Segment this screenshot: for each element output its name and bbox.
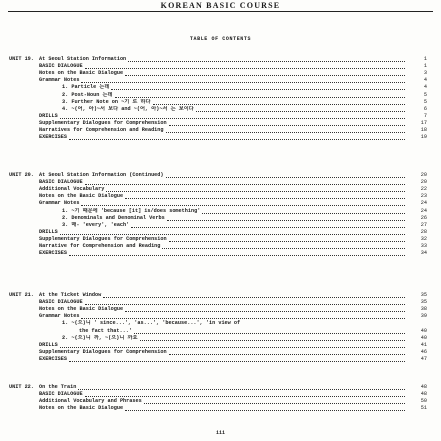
unit-label: UNIT 20. [9,172,34,178]
entry-title: Notes on the Basic Dialogue [39,70,124,77]
toc-entry [0,127,441,134]
toc-entry [0,208,441,215]
entry-title: Narrative for Comprehension and Reading [39,243,161,249]
toc-entry [0,229,441,236]
entry-title: At Seoul Station Information [39,56,127,62]
leader-dots [144,401,405,404]
entry-page-number: 48 [420,391,427,398]
toc-entry [0,222,441,229]
toc-entry [0,56,441,63]
toc-entry [0,134,441,141]
toc-entry [0,384,441,391]
leader-dots [169,239,405,242]
entry-title: Grammar Notes [39,313,80,320]
entry-page-number: 39 [420,313,427,320]
entry-title: 1. ~기 때문에 'because [it] is/does something' [62,207,201,214]
toc-entry [0,292,441,299]
leader-dots [125,408,405,411]
leader-dots [85,66,405,69]
toc-entry [0,236,441,243]
leader-dots [85,182,405,185]
toc-entry [0,193,441,200]
entry-page-number: 26 [420,214,427,221]
leader-dots [103,295,405,298]
leader-dots [131,225,405,228]
page-number: iii [215,430,225,436]
entry-title: Grammar Notes [39,77,80,84]
entry-page-number: 35 [420,299,427,306]
entry-title: 2. ~(으)니 까, ~(으)니 까요 [62,334,138,341]
leader-dots [128,59,405,62]
entry-page-number: 24 [420,207,427,214]
leader-dots [60,345,405,348]
toc-entry [0,70,441,77]
entry-title: 1. Particle 는데 [62,84,110,91]
leader-dots [60,116,405,119]
leader-dots [196,109,405,112]
entry-page-number: 1 [423,56,427,62]
entry-title: Supplementary Dialogues for Comprehension [39,119,167,126]
entry-title: 2. Post-Noun 는데 [62,91,113,98]
entry-title: BASIC DIALOGUE [39,299,83,306]
toc-entry [0,99,441,106]
entry-page-number: 47 [420,355,427,362]
leader-dots [153,102,405,105]
toc-entry [0,172,441,179]
leader-dots [134,331,405,334]
entry-page-number: 51 [420,405,427,412]
leader-dots [69,137,405,140]
page-header: KOREAN BASIC COURSE [160,1,281,10]
entry-title: 4. ~(어, 아)~서 보다 and ~(어, 아)~서 는 보이다 [62,105,194,112]
entry-page-number: 7 [423,112,427,119]
entry-title: 3. Further Note on ~기 로 하다 [62,98,151,105]
toc-entry [0,299,441,306]
toc-entry [0,356,441,363]
entry-page-number: 6 [423,105,427,112]
toc-entry [0,328,441,335]
entry-title: At the Ticket Window [39,292,102,298]
entry-title: Notes on the Basic Dialogue [39,306,124,313]
entry-page-number: 4 [423,84,427,91]
toc-entry [0,120,441,127]
entry-page-number: 41 [420,341,427,348]
entry-page-number: 27 [420,221,427,228]
leader-dots [81,203,405,206]
leader-dots [166,130,405,133]
entry-title: Supplementary Dialogues for Comprehension [39,348,167,355]
entry-page-number: 48 [420,384,427,390]
toc-entry [0,405,441,412]
entry-page-number: 46 [420,348,427,355]
entry-page-number: 38 [420,306,427,313]
toc-entry [0,313,441,320]
entry-title: the fact that...' [79,327,132,334]
entry-page-number: 40 [420,327,427,334]
toc-entry [0,84,441,91]
toc-entry [0,391,441,398]
leader-dots [69,253,405,256]
entry-title: DRILLS [39,228,58,235]
entry-page-number: 40 [420,334,427,341]
entry-page-number: 1 [423,63,427,70]
entry-page-number: 17 [420,119,427,126]
toc-entry [0,306,441,313]
entry-page-number: 5 [423,91,427,98]
toc-entry [0,320,441,327]
entry-title: BASIC DIALOGUE [39,63,83,70]
entry-title: 1. ~(으)니 ' since...', 'as...', 'because...', 'in view of [62,320,241,327]
entry-page-number: 19 [420,134,427,141]
entry-page-number: 32 [420,235,427,242]
leader-dots [125,73,405,76]
entry-title: Additional Vocabulary and Phrases [39,398,142,405]
entry-page-number: 18 [420,127,427,133]
entry-title: BASIC DIALOGUE [39,391,83,398]
entry-title: On the Train [39,384,77,390]
leader-dots [125,196,405,199]
leader-dots [202,211,405,214]
leader-dots [166,175,405,178]
toc-entry [0,342,441,349]
toc-entry [0,186,441,193]
entry-page-number: 3 [423,70,427,77]
entry-page-number: 35 [420,292,427,298]
toc-entry [0,215,441,222]
leader-dots [169,352,405,355]
entry-page-number: 28 [420,228,427,235]
toc-entry [0,179,441,186]
toc-entry [0,250,441,257]
leader-dots [81,316,405,319]
entry-title: Notes on the Basic Dialogue [39,193,124,200]
entry-page-number: 50 [420,398,427,405]
entry-page-number: 24 [420,200,427,207]
leader-dots [106,189,405,192]
entry-title: EXERCISES [39,355,68,362]
leader-dots [78,387,405,390]
entry-page-number: 20 [420,172,427,178]
toc-entry [0,398,441,405]
toc-entry [0,349,441,356]
entry-title: EXERCISES [39,250,68,257]
header-rule [8,11,433,12]
leader-dots [169,123,405,126]
entry-title: 2. Denominals and Denominal Verbs [62,214,165,221]
leader-dots [167,218,405,221]
entry-title: DRILLS [39,341,58,348]
leader-dots [125,309,405,312]
entry-title: Narratives for Comprehension and Reading [39,127,164,133]
entry-page-number: 23 [420,193,427,200]
entry-page-number: 33 [420,243,427,249]
toc-entry [0,243,441,250]
toc-entry [0,77,441,84]
entry-page-number: 5 [423,98,427,105]
toc-title: TABLE OF CONTENTS [189,36,252,42]
entry-title: Additional Vocabulary [39,186,105,193]
entry-page-number: 20 [420,179,427,186]
leader-dots [85,394,405,397]
unit-label: UNIT 22. [9,384,34,390]
leader-dots [115,95,405,98]
leader-dots [60,232,405,235]
entry-title: EXERCISES [39,134,68,141]
toc-entry [0,113,441,120]
leader-dots [162,246,405,249]
toc-entry [0,106,441,113]
toc-entry [0,335,441,342]
leader-dots [69,359,405,362]
entry-title: Notes on the Basic Dialogue [39,405,124,412]
unit-label: UNIT 19. [9,56,34,62]
toc-entry [0,200,441,207]
entry-title: Grammar Notes [39,200,80,207]
leader-dots [140,338,405,341]
entry-page-number: 4 [423,77,427,84]
entry-title: 3. 매- 'every', 'each' [62,221,130,228]
entry-title: DRILLS [39,112,58,119]
entry-title: At Seoul Station Information (Continued) [39,172,164,178]
unit-label: UNIT 21. [9,292,34,298]
leader-dots [85,302,405,305]
leader-dots [111,87,405,90]
toc-entry [0,92,441,99]
entry-page-number: 34 [420,250,427,257]
entry-title: Supplementary Dialogues for Comprehension [39,235,167,242]
entry-page-number: 22 [420,186,427,193]
leader-dots [81,80,405,83]
entry-title: BASIC DIALOGUE [39,179,83,186]
toc-entry [0,63,441,70]
